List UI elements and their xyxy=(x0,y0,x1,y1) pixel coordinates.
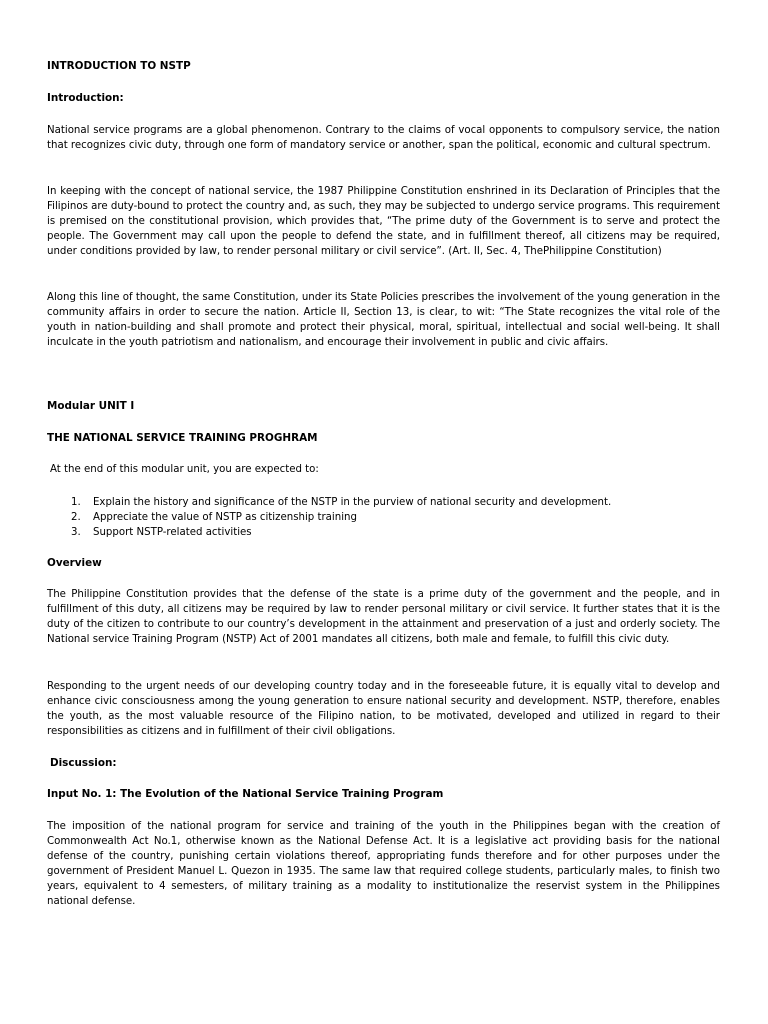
objective-item xyxy=(47,510,720,525)
objective-item xyxy=(47,525,720,540)
objective-text: Support NSTP-related activities xyxy=(93,527,252,538)
objective-text: Appreciate the value of NSTP as citizenship training xyxy=(93,512,357,523)
input-1-heading: Input No. 1: The Evolution of the National Service Training Program xyxy=(47,788,444,800)
introduction-heading: Introduction: xyxy=(47,92,124,104)
objective-number: 3. xyxy=(71,527,81,538)
overview-heading: Overview xyxy=(47,557,102,569)
overview-paragraph-1: The Philippine Constitution provides that the defense of the state is a prime duty of the government and the people, and in fulfillment of this duty, all citizens may be required by law to render personal military or civil service. It further states that it is the duty of the citizen to contribute to our country’s development in the attainment and preservation of a just and orderly society. The National service Training Program (NSTP) Act of 2001 mandates all citizens, both male and female, to fulfill this civic duty. xyxy=(47,589,720,645)
overview-paragraph-2: Responding to the urgent needs of our developing country today and in the foreseeable future, it is equally vital to develop and enhance civic consciousness among the young generation to ensure national security and development. NSTP, therefore, enables the youth, as the most valuable resource of the Filipino nation, to be motivated, developed and utilized in regard to their responsibilities as citizens and in fulfillment of their civil obligations. xyxy=(47,681,720,737)
document-page xyxy=(47,0,720,1024)
objectives-list xyxy=(47,495,720,540)
module-label: Modular UNIT I xyxy=(47,400,135,412)
document-title: INTRODUCTION TO NSTP xyxy=(47,60,191,72)
introduction-paragraph-3: Along this line of thought, the same Constitution, under its State Policies prescribes the involvement of the young generation in the community affairs in order to secure the nation. Article II, Section 13, is clear, to wit: “The State recognizes the vital role of the youth in nation-building and shall promote and protect their physical, moral, spiritual, intellectual and social well-being. It shall inculcate in the youth patriotism and nationalism, and encourage their involvement in public and civic affairs. xyxy=(47,292,720,348)
objective-number: 1. xyxy=(71,497,81,508)
objective-number: 2. xyxy=(71,512,81,523)
objective-item xyxy=(47,495,720,510)
introduction-paragraph-2: In keeping with the concept of national service, the 1987 Philippine Constitution enshrined in its Declaration of Principles that the Filipinos are duty-bound to protect the country and, as such, they may be subjected to undergo service programs. This requirement is premised on the constitutional provision, which provides that, “The prime duty of the Government is to serve and protect the people. The Government may call upon the people to defend the state, and in fulfillment thereof, all citizens may be required, under conditions provided by law, to render personal military or civil service”. (Art. II, Sec. 4, ThePhilippine Constitution) xyxy=(47,186,720,257)
objective-text: Explain the history and significance of the NSTP in the purview of national security and development. xyxy=(93,497,612,508)
objectives-intro: At the end of this modular unit, you are expected to: xyxy=(50,464,319,475)
module-title: THE NATIONAL SERVICE TRAINING PROGHRAM xyxy=(47,432,318,444)
discussion-heading: Discussion: xyxy=(50,757,117,769)
input-1-paragraph-1: The imposition of the national program for service and training of the youth in the Philippines began with the creation of Commonwealth Act No.1, otherwise known as the National Defense Act. It is a legislative act providing basis for the national defense of the country, punishing certain violations thereof, appropriating funds therefore and for other purposes under the government of President Manuel L. Quezon in 1935. The same law that required college students, particularly males, to finish two years, equivalent to 4 semesters, of military training as a modality to institutionalize the reservist system in the Philippines national defense. xyxy=(47,821,720,907)
introduction-paragraph-1: National service programs are a global phenomenon. Contrary to the claims of vocal opponents to compulsory service, the nation that recognizes civic duty, through one form of mandatory service or another, span the political, economic and cultural spectrum. xyxy=(47,125,720,151)
